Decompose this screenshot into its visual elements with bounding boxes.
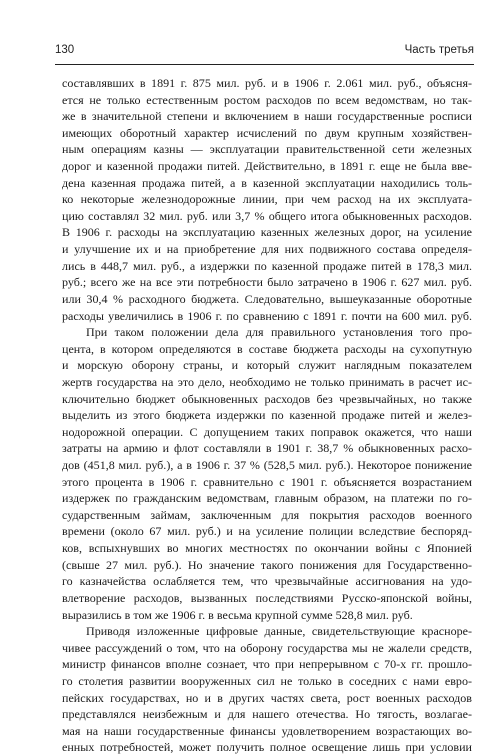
text-line: цента, в котором определяются в составе бюджета расходы на сухопутную xyxy=(62,341,472,356)
text-line: цию составлял 32 мил. руб. или 3,7 % общего итога обыкновенных расходов. xyxy=(62,208,472,223)
text-line: этого процента в 1906 г. сравнительно с 1901 г. объясняется возрастанием xyxy=(62,474,472,489)
text-line: издержек по гражданским ведомствам, главным образом, на платежи по го- xyxy=(62,491,472,506)
text-line: го казначейства ослабляется тем, что чрезвычайные ассигнования на удо- xyxy=(62,574,472,589)
text-line: дена казенная продажа питей, а в казенной эксплуатации находились толь- xyxy=(62,175,472,190)
header-rule xyxy=(55,64,474,65)
text-line: и морскую оборону страны, и который служит наглядным показателем xyxy=(62,358,472,373)
text-line: и улучшение их и на приобретение для них подвижного состава определя- xyxy=(62,242,472,257)
text-line: ков, вспыхнувших во многих местностях по окончании войны с Японией xyxy=(62,541,472,556)
text-line: или 30,4 % расходного бюджета. Следовательно, вышеуказанные оборотные xyxy=(62,291,472,306)
section-title: Часть третья xyxy=(404,44,474,56)
text-line: енных потребностей, может получить полное освещение лишь при условии xyxy=(62,740,472,755)
text-line: лись в 448,7 мил. руб., а издержки по казенной продаже питей в 178,3 мил. xyxy=(62,258,472,273)
text-line: составлявших в 1891 г. 875 мил. руб. и в 1906 г. 2.061 мил. руб., объясня- xyxy=(62,76,472,90)
body-text xyxy=(62,75,472,756)
text-line: ется не только естественным ростом расходов по всем ведомствам, но так- xyxy=(62,92,472,107)
text-line: сударственным займам, заключенным для покрытия расходов военного xyxy=(62,507,472,522)
text-line: затраты на армию и флот составляли в 1901 г. 38,7 % обыкновенных расхо- xyxy=(62,441,472,456)
text-line: мая на наши государственные финансы удовлетворением возрастающих во- xyxy=(62,723,472,738)
page-number: 130 xyxy=(55,44,75,56)
text-line: руб.; всего же на все эти потребности было затрачено в 1906 г. 627 мил. руб. xyxy=(62,275,472,290)
running-head xyxy=(55,38,474,60)
paragraph-last-line: выразились в том же 1906 г. в весьма крупной сумме 528,8 мил. руб. xyxy=(62,607,413,622)
text-line: (свыше 27 мил. руб.). Но значение такого понижения для Государственно- xyxy=(62,557,472,572)
text-line: ным операциям казны — эксплуатации правительственной сети железных xyxy=(62,142,472,157)
text-line: жертв государства на это дело, необходимо не только принимать в расчет ис- xyxy=(62,374,472,389)
text-line: ко некоторые железнодорожные линии, при чем расход на их эксплуата- xyxy=(62,192,472,207)
text-line: влетворение расходов, вызванных последствиями Русско-японской войны, xyxy=(62,590,472,605)
text-line: дорог и казенной продажи питей. Действительно, в 1891 г. еще не была вве- xyxy=(62,159,472,174)
text-line: пейских государствах, но и в других частях света, рост военных расходов xyxy=(62,690,472,705)
text-line: представлялся неизбежным и для нашего отечества. Но тягость, возлагае- xyxy=(62,707,472,722)
text-line: министр финансов вполне сознает, что при непрерывном с 70-х гг. прошло- xyxy=(62,657,472,672)
text-line: времени (около 67 мил. руб.) и на усиление полиции вследствие беспоряд- xyxy=(62,524,472,539)
paragraph-first-line: При таком положении дела для правильного установления того про- xyxy=(86,325,472,340)
text-line: чивее рассуждений о том, что на оборону государства мы не жалели средств, xyxy=(62,640,472,655)
paragraph-first-line: Приводя изложенные цифровые данные, свидетельствующие красноре- xyxy=(86,624,472,639)
text-line: В 1906 г. расходы на эксплуатацию казенных железных дорог, на усиление xyxy=(62,225,472,240)
text-line: нодорожной операции. С допущением таких поправок окажется, что наши xyxy=(62,424,472,439)
text-line: го столетия развитии вооруженных сил не только в соседних с нами евро- xyxy=(62,673,472,688)
text-line: выделить из этого бюджета издержки по казенной продаже питей и желез- xyxy=(62,408,472,423)
text-line: ключительно бюджет обыкновенных расходов без чрезвычайных, но также xyxy=(62,391,472,406)
text-line: дов (451,8 мил. руб.), а в 1906 г. 37 % (528,5 мил. руб.). Некоторое понижение xyxy=(62,458,472,473)
text-line: расходы увеличились в 1906 г. по сравнению с 1891 г. почти на 600 мил. руб. xyxy=(62,308,472,323)
text-line: имеющих оборотный характер исчислений по двум крупным хозяйствен- xyxy=(62,125,472,140)
text-line: же в значительной степени и включением в наши государственные росписи xyxy=(62,109,472,124)
